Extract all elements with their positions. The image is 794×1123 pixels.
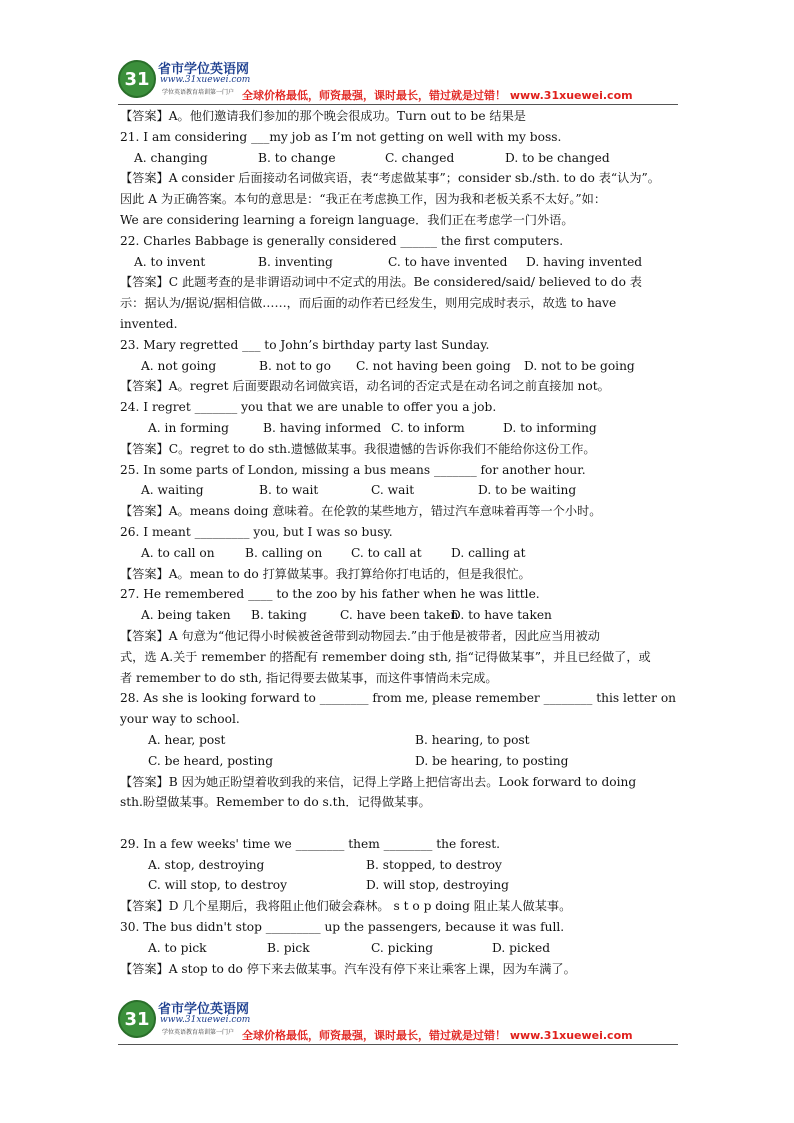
option-d: D. having invented [526,254,643,269]
options-27 [120,605,676,626]
option-d: D. calling at [451,545,526,560]
question-27: 27. He remembered ____ to the zoo by his father when he was little. [120,587,540,602]
question-25: 25. In some parts of London, missing a bus means _______ for another hour. [120,462,586,477]
answer-22: 【答案】C 此题考查的是非谓语动词中不定式的用法。Be considered/said/ believed to do 表 [120,275,642,290]
option-b: B. to change [258,150,336,165]
answer-26: 【答案】A。mean to do 打算做某事。我打算给你打电话的，但是我很忙。 [120,566,531,581]
option-d: D. will stop, destroying [366,878,509,893]
question-23: 23. Mary regretted ___ to John’s birthday party last Sunday. [120,337,490,352]
option-c: C. changed [385,150,455,165]
answer-28: sth.盼望做某事。Remember to do s.th．记得做某事。 [120,795,431,810]
options-29 [120,855,676,876]
option-c: C. have been taken [340,608,459,623]
answer-22: 示：据认为/据说/据相信做……，而后面的动作若已经发生，则用完成时表示，故选 to have [120,296,617,311]
answer-24: 【答案】C。regret to do sth.遗憾做某事。我很遗憾的告诉你我们不能给你这份工作。 [120,441,596,456]
option-c: C. be heard, posting [148,753,274,768]
question-30: 30. The bus didn't stop _________ up the passengers, because it was full. [120,920,565,935]
answer-27: 【答案】A 句意为“他记得小时候被爸爸带到动物园去.”由于他是被带者，因此应当用被动 [120,628,600,643]
answer-27: 者 remember to do sth, 指记得要去做某事，而这件事情尚未完成。 [120,670,498,685]
option-b: B. not to go [259,358,331,373]
option-a: A. to call on [141,545,215,560]
question-26: 26. I meant _________ you, but I was so busy. [120,524,393,539]
option-d: D. to have taken [451,608,552,623]
option-b: B. hearing, to post [415,732,530,747]
options-23 [120,356,676,377]
brand-tagline: 学位英语教育培训第一门户 [162,1029,235,1036]
brand-name: 省市学位英语网 [158,1002,250,1017]
option-d: D. to informing [503,420,597,435]
option-c: C. to have invented [388,254,508,269]
spacer [120,813,676,834]
option-b: B. calling on [245,545,323,560]
options-28 [120,730,676,751]
options-24 [120,418,676,439]
options-29 [120,875,676,896]
question-28: 28. As she is looking forward to ________ from me, please remember ________ this letter on [120,691,677,706]
option-a: A. stop, destroying [148,857,265,872]
answer-27: 式，选 A.关于 remember 的搭配有 remember doing sth, 指“记得做某事”，并且已经做了，或 [120,649,651,664]
options-21 [120,148,676,169]
option-a: A. to invent [134,254,206,269]
option-d: D. picked [492,940,551,955]
options-26 [120,543,676,564]
option-a: A. waiting [141,483,204,498]
footer-rule [118,1044,678,1045]
option-c: C. not having been going [356,358,511,373]
answer-28: 【答案】B 因为她正盼望着收到我的来信，记得上学路上把信寄出去。Look forward to doing [120,774,637,789]
question-22: 22. Charles Babbage is generally considered ______ the first computers. [120,233,564,248]
brand-url: www.31xuewei.com [160,1015,251,1025]
page-header [118,56,678,106]
option-b: B. having informed [263,420,382,435]
option-a: A. not going [141,358,217,373]
option-c: C. will stop, to destroy [148,878,288,893]
document-body [120,106,676,979]
brand-url: www.31xuewei.com [160,75,251,85]
answer-25: 【答案】A。means doing 意味着。在伦敦的某些地方，错过汽车意味着再等一个小时。 [120,504,602,519]
header-slogan: 全球价格最低，师资最强，课时最长，错过就是过错！ www.31xuewei.com [242,89,633,102]
answer-21: 因此 A 为正确答案。本句的意思是：“我正在考虑换工作，因为我和老板关系不太好。”如： [120,192,607,207]
option-d: D. to be waiting [478,483,577,498]
option-a: A. being taken [141,608,231,623]
question-21: 21. I am considering ___my job as I’m not getting on well with my boss. [120,129,562,144]
option-a: A. to pick [148,940,207,955]
question-24: 24. I regret _______ you that we are unable to offer you a job. [120,400,497,415]
page-footer [118,996,678,1046]
option-c: C. wait [371,483,415,498]
option-d: D. not to be going [524,358,635,373]
question-29: 29. In a few weeks' time we ________ them ________ the forest. [120,836,501,851]
option-a: A. hear, post [148,732,226,747]
options-30 [120,938,676,959]
brand-name: 省市学位英语网 [158,62,250,77]
option-b: B. inventing [258,254,333,269]
options-28 [120,751,676,772]
option-d: D. to be changed [505,150,610,165]
option-c: C. to call at [351,545,422,560]
option-a: A. in forming [148,420,229,435]
options-25 [120,480,676,501]
option-c: C. picking [371,940,434,955]
option-b: B. to wait [259,483,319,498]
answer-23: 【答案】A。regret 后面要跟动名词做宾语，动名词的否定式是在动名词之前直接加 not。 [120,379,610,394]
answer-30: 【答案】A stop to do 停下来去做某事。汽车没有停下来让乘客上课，因为车满了。 [120,961,576,976]
site-logo: 31 [118,60,156,98]
footer-slogan: 全球价格最低，师资最强，课时最长，错过就是过错！ www.31xuewei.com [242,1029,633,1042]
question-28: your way to school. [120,712,240,727]
option-b: B. pick [267,940,310,955]
answer-29: 【答案】D 几个星期后，我将阻止他们破会森林。 s t o p doing 阻止某人做某事。 [120,899,572,914]
option-b: B. taking [251,608,307,623]
options-22 [120,252,676,273]
option-a: A. changing [134,150,208,165]
option-c: C. to inform [391,420,465,435]
option-b: B. stopped, to destroy [366,857,502,872]
answer-22: invented. [120,316,178,331]
answer-line: 【答案】A。他们邀请我们参加的那个晚会很成功。Turn out to be 结果是 [120,109,526,123]
brand-tagline: 学位英语教育培训第一门户 [162,89,235,96]
answer-21: We are considering learning a foreign language．我们正在考虑学一门外语。 [120,212,574,227]
header-rule [118,104,678,105]
answer-21: 【答案】A consider 后面接动名词做宾语，表“考虑做某事”；consider sb./sth. to do 表“认为”。 [120,171,660,186]
option-d: D. be hearing, to posting [415,753,569,768]
site-logo: 31 [118,1000,156,1038]
